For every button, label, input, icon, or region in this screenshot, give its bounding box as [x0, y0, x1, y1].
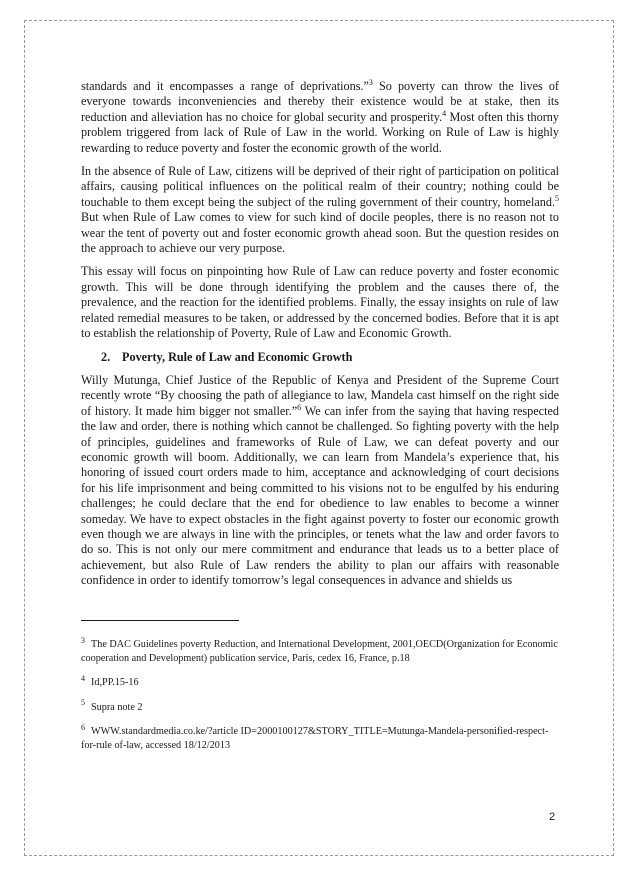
section-heading [101, 350, 559, 365]
paragraphs-before-heading [81, 79, 559, 342]
page-number: 2 [549, 811, 556, 823]
footnote-number: 5 [81, 698, 85, 708]
paragraphs-after-heading [81, 373, 559, 589]
footnotes [81, 635, 559, 763]
footnote-text: Id,PP.15-16 [91, 677, 139, 688]
footnote [81, 635, 559, 665]
paragraph-text: This essay will focus on pinpointing how Rule of Law can reduce poverty and foster economic growth. This will be done through identifying the problem and the causes there of, the prevalence, and the reaction for the identified problems. Finally, the essay insights on rule of law related remedial measures to be taken, or addressed by the concerned bodies. Before that it is apt to establish the relationship of Poverty, Rule of Law and Economic Growth. [81, 264, 559, 341]
footnote-number: 6 [81, 722, 85, 732]
footnote-reference[interactable]: 5 [555, 193, 559, 203]
footnote-text: Supra note 2 [91, 701, 143, 713]
footnote-reference[interactable]: 3 [368, 77, 373, 87]
footnote-number: 3 [81, 635, 85, 645]
footnote-number: 4 [81, 673, 85, 683]
document-body [81, 79, 559, 597]
paragraph [81, 264, 559, 341]
footnote-reference[interactable]: 4 [442, 108, 447, 118]
footnote [81, 673, 559, 690]
footnote-text: WWW.standardmedia.co.ke/?article ID=2000100127&STORY_TITLE=Mutunga-Mandela-personified-respect-for-rule of-law, accessed 18/12/2013 [81, 726, 549, 751]
paragraph-text: standards and it encompasses a range of deprivations.” [81, 79, 369, 93]
paragraph [81, 79, 559, 156]
section-title: Poverty, Rule of Law and Economic Growth [122, 349, 353, 364]
paragraph-text: Most often this thorny problem triggered from lack of Rule of Law in the world. Working on Rule of Law is highly rewarding to reduce poverty and foster the economic growth of the world. [81, 109, 559, 155]
footnote [81, 722, 559, 752]
footnote-text: The DAC Guidelines poverty Reduction, and International Development, 2001,OECD(Organization for Economic cooperation and Development) publication service, Paris, cedex 16, France, p.18 [81, 639, 558, 664]
paragraph [81, 164, 559, 256]
paragraph-text: But when Rule of Law comes to view for such kind of docile peoples, there is no reason not to wear the tent of poverty out and foster economic growth ahead soon. But the question resides on the approach to achieve our very purpose. [81, 210, 559, 256]
paragraph-text: In the absence of Rule of Law, citizens will be deprived of their right of participation on political affairs, causing political influences on the political realm of their country; nothing could be touchable to them except being the subject of the ruling government of their country, homeland. [81, 164, 559, 209]
paragraph [81, 373, 559, 589]
paragraph-text: So poverty can throw the lives of everyone towards inconveniencies and thereby their existence would be at stake, then its reduction and alleviation has no choice for global security and prosperity. [81, 79, 559, 124]
paragraph-text: Willy Mutunga, Chief Justice of the Republic of Kenya and President of the Supreme Court recently wrote “By choosing the path of allegiance to law, Mandela cast himself on the right side of history. It made him bigger not smaller.” [81, 372, 559, 418]
footnote [81, 698, 559, 715]
section-number: 2. [101, 349, 111, 364]
footnote-reference[interactable]: 6 [297, 402, 302, 412]
footnote-separator [81, 620, 239, 621]
paragraph-text: We can infer from the saying that having respected the law and order, there is nothing which cannot be challenged. So fighting poverty with the help of principles, guidelines and frameworks of Rule of Law, we can defeat poverty and our economic growth will boom. Additionally, we can learn from Mandela’s experience that, his honoring of issued court orders made to him, acceptance and acknowledging of court decisions for his life imprisonment and being committed to his visions not to be engulfed by his enduring challenges; he could declare that the end for obedience to law enables to become a winner someday. We have to expect obstacles in the fight against poverty to foster our economic growth even though we are always in line with the principles, or tenets what the law and order favors to do so. This is not only our mere commitment and endurance that leads us to a better place of achievement, but also Rule of Law renders the ability to plan our affairs with reasonable confidence in order to identify tomorrow’s legal consequences in advance and shields us [81, 403, 559, 588]
